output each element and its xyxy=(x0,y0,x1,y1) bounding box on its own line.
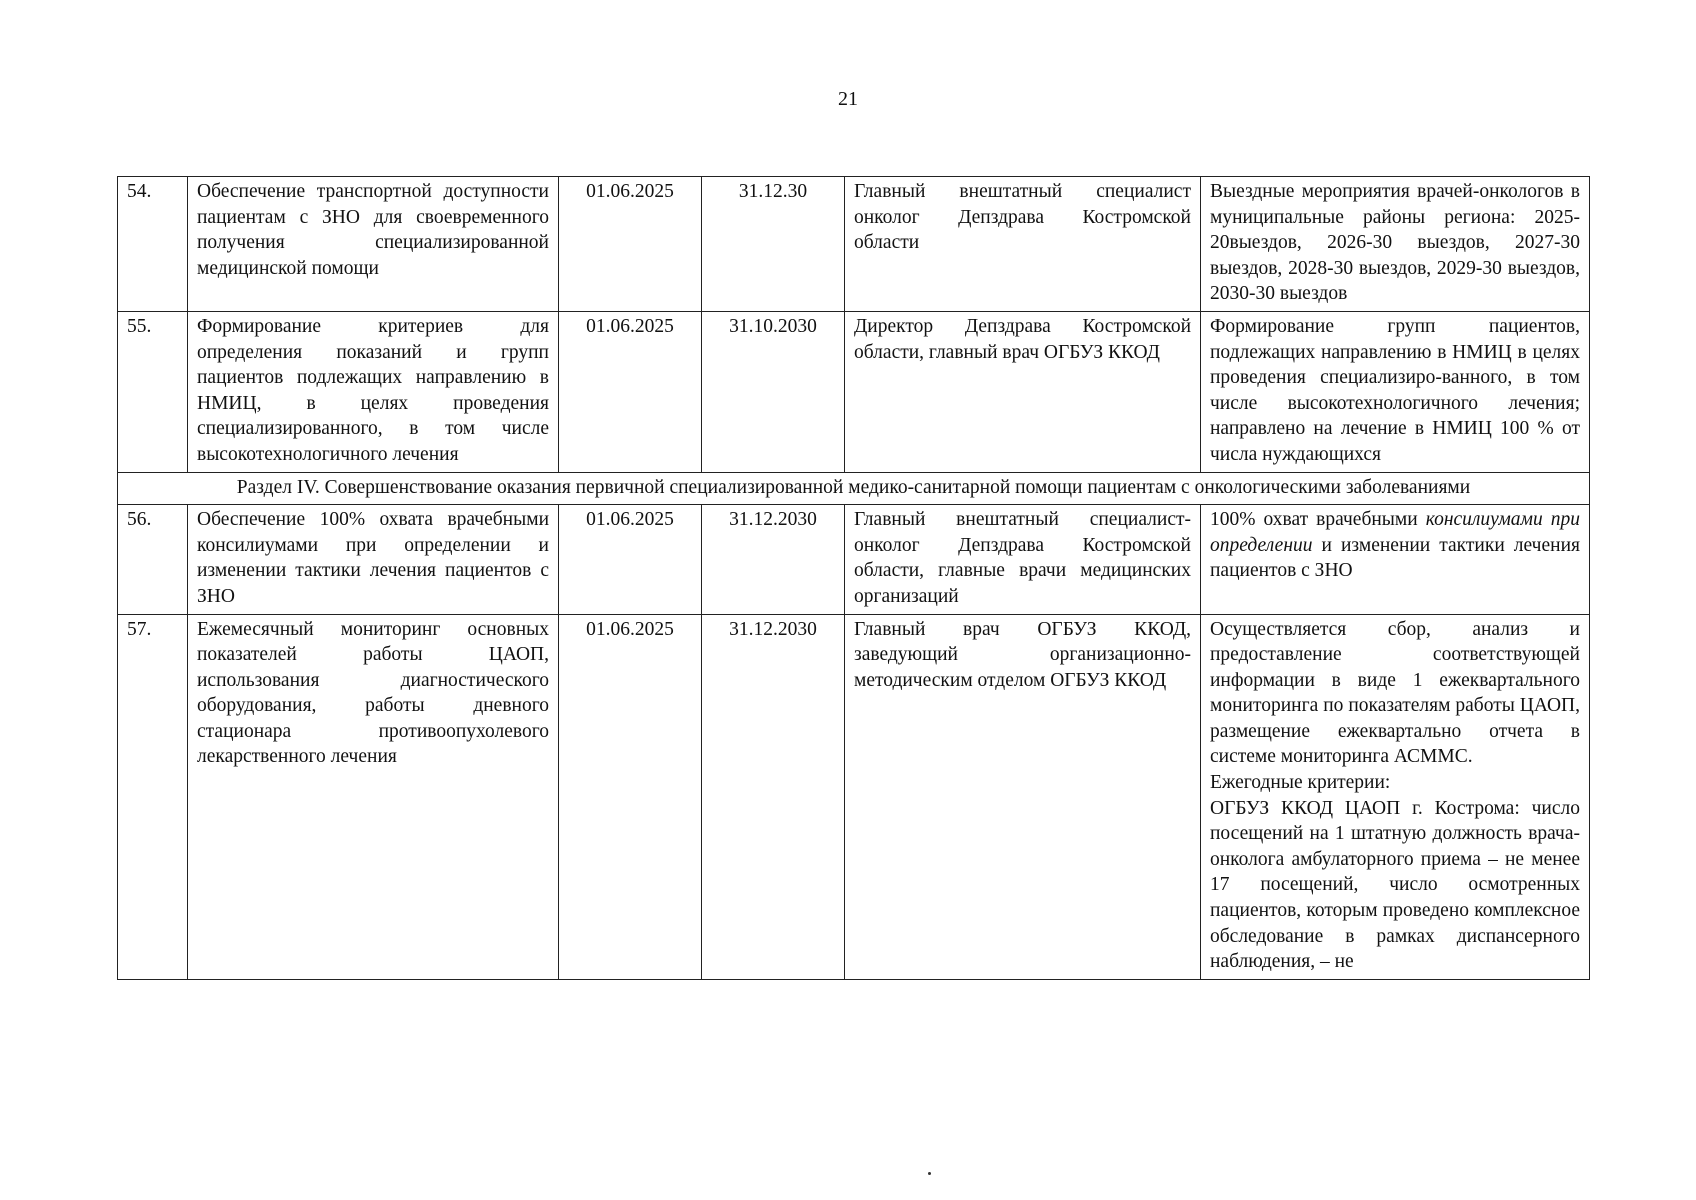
responsible-person: Главный внештатный специалист-онколог Депздрава Костромской области, главные врачи медицинских организаций xyxy=(845,505,1201,614)
scan-speck xyxy=(928,1172,931,1175)
table-row xyxy=(118,505,1590,614)
start-date: 01.06.2025 xyxy=(559,505,702,614)
responsible-person: Главный внештатный специалист онколог Депздрава Костромской области xyxy=(845,177,1201,312)
measure-description: Формирование критериев для определения показаний и групп пациентов подлежащих направлению в НМИЦ, в целях проведения специализированного, в том числе высокотехнологичного лечения xyxy=(188,311,559,472)
table-row xyxy=(118,311,1590,472)
table-row xyxy=(118,614,1590,979)
end-date: 31.12.2030 xyxy=(702,614,845,979)
expected-result xyxy=(1201,614,1590,979)
result-paragraph: Осуществляется сбор, анализ и предоставление соответствующей информации в виде 1 ежеквартального мониторинга по показателям работы ЦАОП, размещение ежеквартально отчета в системе мониторинга АСММС. xyxy=(1210,618,1580,768)
section-heading: Раздел IV. Совершенствование оказания первичной специализированной медико-санитарной помощи пациентам с онкологическими заболеваниями xyxy=(118,472,1590,505)
responsible-person: Главный врач ОГБУЗ ККОД, заведующий организационно-методическим отделом ОГБУЗ ККОД xyxy=(845,614,1201,979)
expected-result: Выездные мероприятия врачей-онкологов в муниципальные районы региона: 2025-20выездов, 2026-30 выездов, 2027-30 выездов, 2028-30 выездов, 2029-30 выездов, 2030-30 выездов xyxy=(1201,177,1590,312)
row-number: 55. xyxy=(118,311,188,472)
start-date: 01.06.2025 xyxy=(559,311,702,472)
end-date: 31.10.2030 xyxy=(702,311,845,472)
responsible-person: Директор Депздрава Костромской области, главный врач ОГБУЗ ККОД xyxy=(845,311,1201,472)
section-row xyxy=(118,472,1590,505)
start-date: 01.06.2025 xyxy=(559,614,702,979)
expected-result: Формирование групп пациентов, подлежащих направлению в НМИЦ в целях проведения специализиро-ванного, в том числе высокотехнологичного лечения; направлено на лечение в НМИЦ 100 % от числа нуждающихся xyxy=(1201,311,1590,472)
end-date: 31.12.30 xyxy=(702,177,845,312)
measure-description: Обеспечение транспортной доступности пациентам с ЗНО для своевременного получения специализированной медицинской помощи xyxy=(188,177,559,312)
row-number: 57. xyxy=(118,614,188,979)
expected-result xyxy=(1201,505,1590,614)
result-text-italic: консилиумами при определении xyxy=(1210,509,1580,556)
table-row xyxy=(118,177,1590,312)
result-text: 100% охват врачебными xyxy=(1210,509,1426,531)
result-paragraph: ОГБУЗ ККОД ЦАОП г. Кострома: число посещений на 1 штатную должность врача-онколога амбулаторного приема – не менее 17 посещений, число осмотренных пациентов, которым проведено комплексное обследование в рамках диспансерного наблюдения, – не xyxy=(1210,797,1580,973)
measure-description: Ежемесячный мониторинг основных показателей работы ЦАОП, использования диагностического оборудования, работы дневного стационара противоопухолевого лекарственного лечения xyxy=(188,614,559,979)
start-date: 01.06.2025 xyxy=(559,177,702,312)
measure-description: Обеспечение 100% охвата врачебными консилиумами при определении и изменении тактики лечения пациентов с ЗНО xyxy=(188,505,559,614)
action-plan-table xyxy=(117,176,1590,980)
result-paragraph: Ежегодные критерии: xyxy=(1210,772,1391,794)
page-number: 21 xyxy=(838,88,858,110)
result-text: и изменении тактики лечения пациентов с ЗНО xyxy=(1210,534,1580,582)
end-date: 31.12.2030 xyxy=(702,505,845,614)
row-number: 54. xyxy=(118,177,188,312)
row-number: 56. xyxy=(118,505,188,614)
